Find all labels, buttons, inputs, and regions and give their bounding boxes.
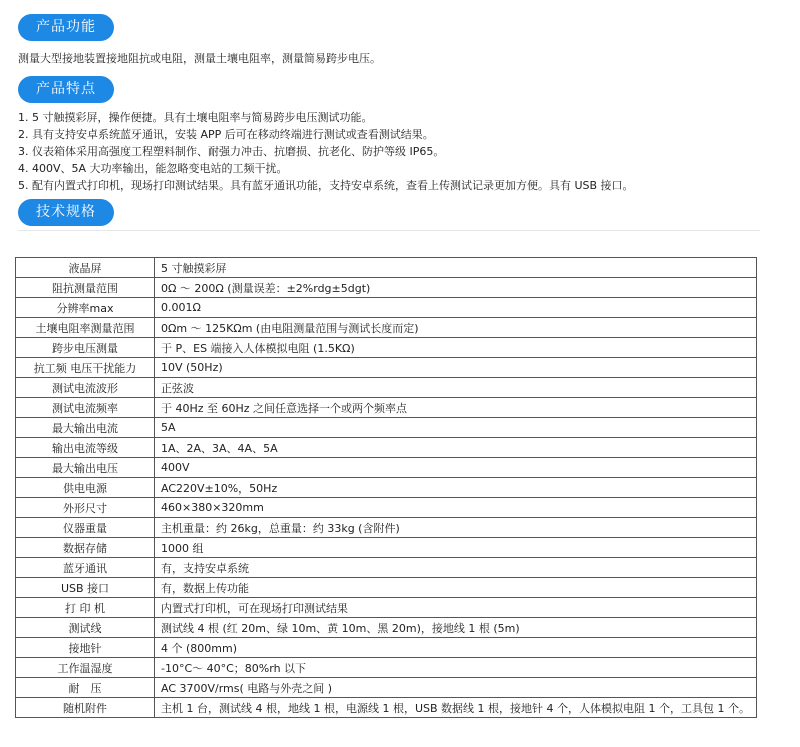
spec-value: AC220V±10%，50Hz [154,478,756,498]
spec-table [15,257,757,718]
spec-label: 耐 压 [16,678,155,698]
spec-row [16,498,757,518]
spec-label: 测试电流频率 [16,398,155,418]
spec-row [16,578,757,598]
spec-value: 5 寸触摸彩屏 [154,258,756,278]
spec-value: 主机重量：约 26kg，总重量：约 33kg (含附件) [154,518,756,538]
spec-label: 仪器重量 [16,518,155,538]
spec-value: 于 P、ES 端接入人体模拟电阻 (1.5KΩ) [154,338,756,358]
feature-item-5: 5. 配有内置式打印机，现场打印测试结果。具有蓝牙通讯功能，支持安卓系统，查看上传测试记录更加方便。具有 USB 接口。 [18,179,634,192]
spec-row [16,458,757,478]
spec-value: 0.001Ω [154,298,756,318]
spec-row [16,518,757,538]
feature-item-2: 2. 具有支持安卓系统蓝牙通讯，安装 APP 后可在移动终端进行测试或查看测试结果。 [18,128,434,141]
spec-label: 数据存储 [16,538,155,558]
spec-value: 0Ωm ～ 125KΩm (由电阻测量范围与测试长度而定) [154,318,756,338]
feature-item-1: 1. 5 寸触摸彩屏，操作便捷。具有土壤电阻率与简易跨步电压测试功能。 [18,111,373,124]
spec-label: USB 接口 [16,578,155,598]
spec-row [16,478,757,498]
spec-value: 于 40Hz 至 60Hz 之间任意选择一个或两个频率点 [154,398,756,418]
spec-row [16,258,757,278]
spec-row [16,418,757,438]
spec-label: 输出电流等级 [16,438,155,458]
spec-value: 正弦波 [154,378,756,398]
spec-label: 最大输出电压 [16,458,155,478]
spec-label: 阻抗测量范围 [16,278,155,298]
spec-row [16,278,757,298]
spec-value: 4 个 (800mm) [154,638,756,658]
spec-value: AC 3700V/rms( 电路与外壳之间 ) [154,678,756,698]
spec-value: 460×380×320mm [154,498,756,518]
spec-row [16,358,757,378]
spec-value: 有，支持安卓系统 [154,558,756,578]
spec-row [16,538,757,558]
spec-label: 随机附件 [16,698,155,718]
spec-value: 有，数据上传功能 [154,578,756,598]
spec-row [16,698,757,718]
spec-value: 1000 组 [154,538,756,558]
spec-label: 供电电源 [16,478,155,498]
spec-row [16,658,757,678]
spec-value: 主机 1 台，测试线 4 根，地线 1 根，电源线 1 根，USB 数据线 1 根，接地针 4 个，人体模拟电阻 1 个，工具包 1 个。 [154,698,756,718]
function-description: 测量大型接地装置接地阻抗或电阻，测量土壤电阻率，测量简易跨步电压。 [18,52,381,65]
spec-label: 打 印 机 [16,598,155,618]
feature-item-3: 3. 仪表箱体采用高强度工程塑料制作、耐强力冲击、抗磨损、抗老化、防护等级 IP65。 [18,145,445,158]
spec-row [16,618,757,638]
spec-value: 测试线 4 根 (红 20m、绿 10m、黄 10m、黑 20m)，接地线 1 根 (5m) [154,618,756,638]
spec-value: -10°C～ 40°C；80%rh 以下 [154,658,756,678]
spec-label: 液晶屏 [16,258,155,278]
spec-label: 抗工频 电压干扰能力 [16,358,155,378]
spec-row [16,378,757,398]
spec-row [16,338,757,358]
section-divider [18,230,760,231]
spec-row [16,598,757,618]
spec-label: 最大输出电流 [16,418,155,438]
spec-row [16,638,757,658]
spec-value: 10V (50Hz) [154,358,756,378]
spec-value: 内置式打印机，可在现场打印测试结果 [154,598,756,618]
spec-label: 测试电流波形 [16,378,155,398]
spec-row [16,298,757,318]
spec-row [16,438,757,458]
spec-label: 外形尺寸 [16,498,155,518]
spec-label: 土壤电阻率测量范围 [16,318,155,338]
section-title-features: 产品特点 [18,76,114,103]
spec-row [16,318,757,338]
spec-row [16,678,757,698]
spec-label: 接地针 [16,638,155,658]
spec-row [16,558,757,578]
spec-label: 蓝牙通讯 [16,558,155,578]
spec-label: 跨步电压测量 [16,338,155,358]
spec-value: 0Ω ～ 200Ω (测量误差：±2%rdg±5dgt) [154,278,756,298]
spec-label: 工作温湿度 [16,658,155,678]
spec-value: 5A [154,418,756,438]
spec-value: 400V [154,458,756,478]
spec-label: 分辨率max [16,298,155,318]
feature-item-4: 4. 400V、5A 大功率输出，能忽略变电站的工频干扰。 [18,162,288,175]
section-title-function: 产品功能 [18,14,114,41]
spec-row [16,398,757,418]
spec-label: 测试线 [16,618,155,638]
section-title-specs: 技术规格 [18,199,114,226]
spec-value: 1A、2A、3A、4A、5A [154,438,756,458]
